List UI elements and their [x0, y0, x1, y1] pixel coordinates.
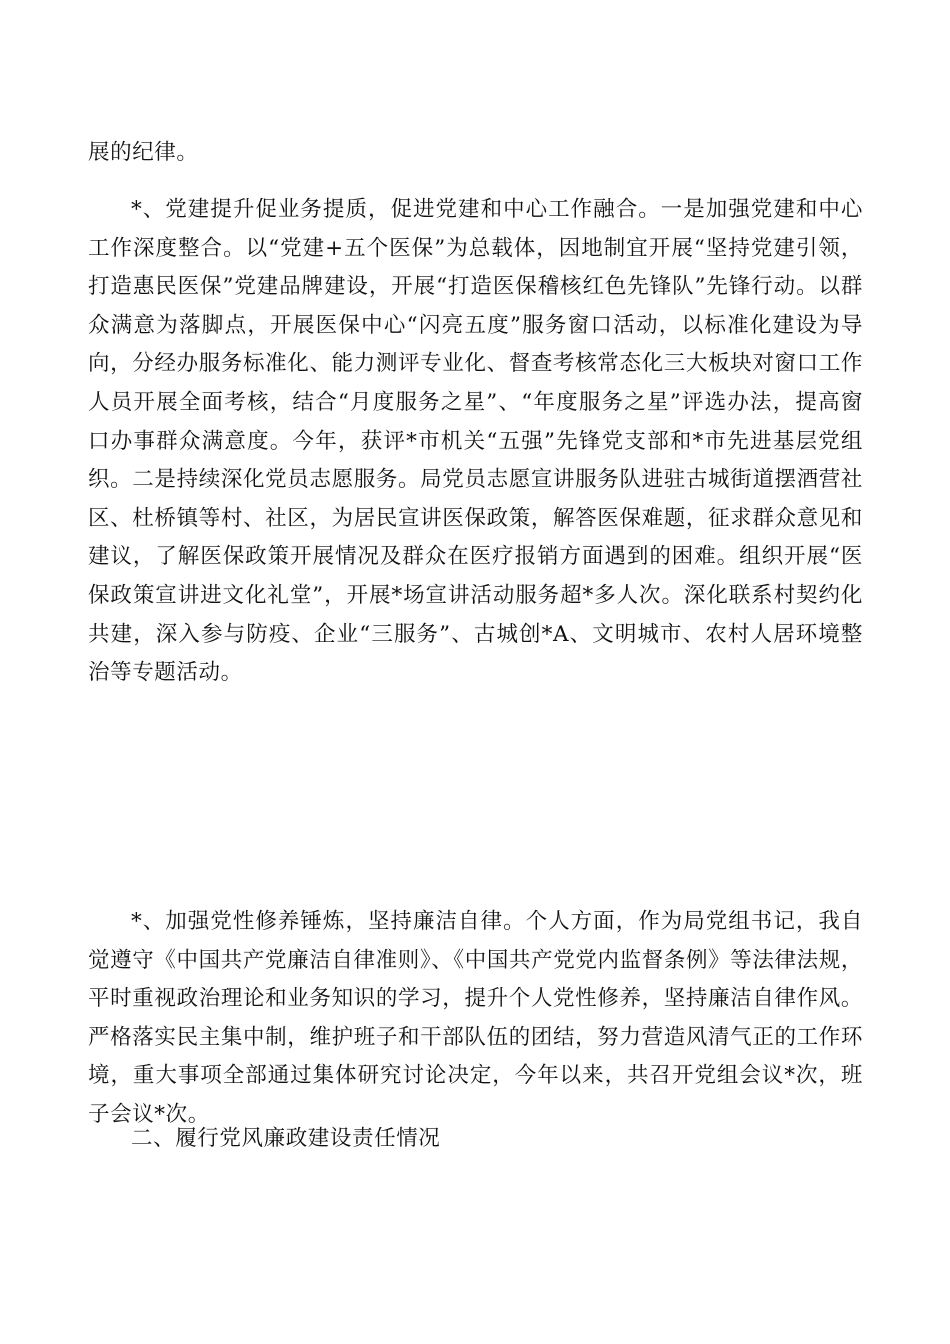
section-heading: 二、履行党风廉政建设责任情况 — [131, 1126, 441, 1151]
paragraph-party-self-discipline: *、加强党性修养锤炼，坚持廉洁自律。个人方面，作为局党组书记，我自觉遵守《中国共产党廉洁自律准则》、《中国共产党党内监督条例》等法律法规，平时重视政治理论和业务知识的学习，提升个人党性修养，坚持廉洁自律作风。严格落实民主集中制，维护班子和干部队伍的团结，努力营造风清气正的工作环境，重大事项全部通过集体研究讨论决定，今年以来，共召开党组会议*次，班子会议*次。 — [88, 909, 863, 1127]
paragraph-party-building-business: *、党建提升促业务提质，促进党建和中心工作融合。一是加强党建和中心工作深度整合。以“党建+五个医保”为总载体，因地制宜开展“坚持党建引领，打造惠民医保”党建品牌建设，开展“打造医保稽核红色先锋队”先锋行动。以群众满意为落脚点，开展医保中心“闪亮五度”服务窗口活动，以标准化建设为导向，分经办服务标准化、能力测评专业化、督查考核常态化三大板块对窗口工作人员开展全面考核，结合“月度服务之星”、“年度服务之星”评选办法，提高窗口办事群众满意度。今年，获评*市机关“五强”先锋党支部和*市先进基层党组织。二是持续深化党员志愿服务。局党员志愿宣讲服务队进驻古城街道摆酒营社区、杜桥镇等村、社区，为居民宣讲医保政策，解答医保难题，征求群众意见和建议，了解医保政策开展情况及群众在医疗报销方面遇到的困难。组织开展“医保政策宣讲进文化礼堂”，开展*场宣讲活动服务超*多人次。深化联系村契约化共建，深入参与防疫、企业“三服务”、古城创*A、文明城市、农村人居环境整治等专题活动。 — [88, 197, 863, 686]
continuation-text: 展的纪律。 — [88, 140, 199, 165]
